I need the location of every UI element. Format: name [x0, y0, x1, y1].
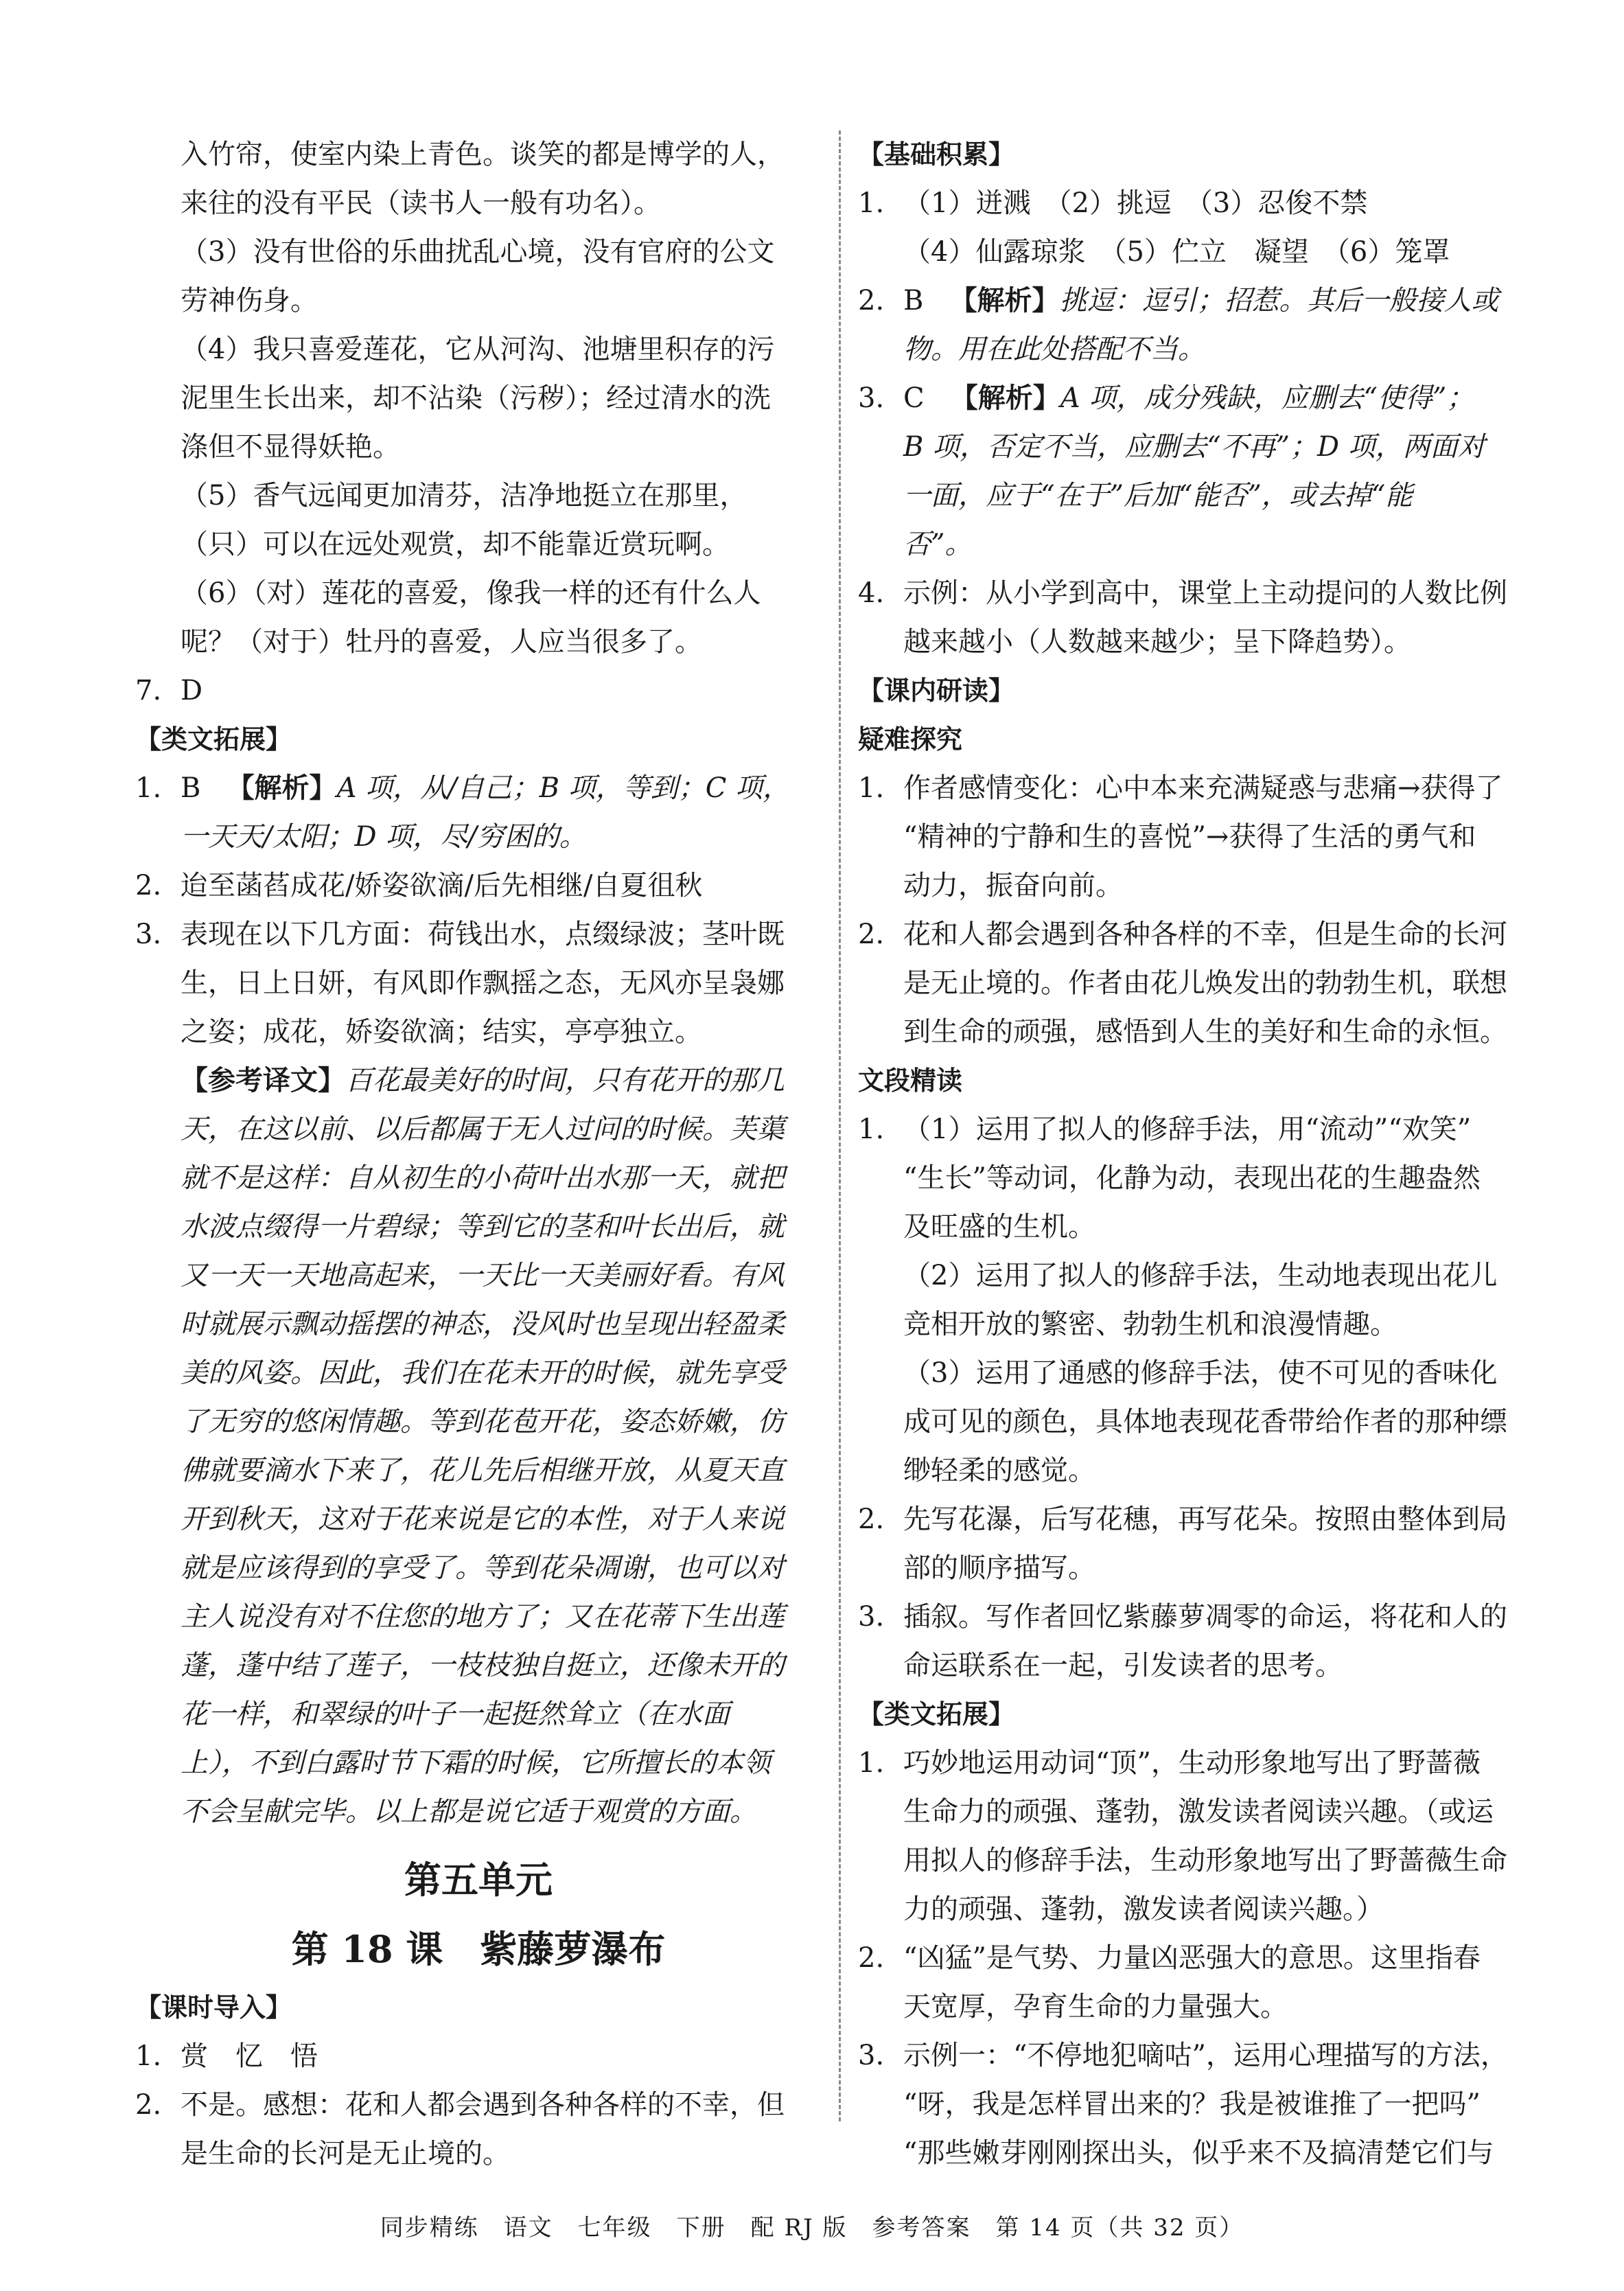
- unit-title: 第五单元: [404, 1858, 553, 1902]
- passage-question-3: [858, 1593, 1534, 1690]
- intro-question-1: [135, 2032, 822, 2081]
- text-line: 作者感情变化：心中本来充满疑惑与悲痛→获得了: [903, 772, 1503, 804]
- translation-line: 开到秋天，这对于花来说是它的本性，对于人来说: [181, 1504, 785, 1535]
- translation-line: 百花最美好的时间，只有花开的那几: [345, 1065, 785, 1096]
- basic-question-3: [858, 374, 1534, 569]
- text-line: 用拟人的修辞手法，生动形象地写出了野蔷薇生命: [903, 1845, 1507, 1876]
- text-line: 示例一：“不停地犯嘀咕”，运用心理描写的方法，: [903, 2040, 1508, 2071]
- text-line: （6）（对）莲花的喜爱，像我一样的还有什么人: [181, 577, 761, 609]
- text-line: 来往的没有平民（读书人一般有功名）。: [181, 187, 661, 219]
- translation-line: 美的风姿。因此，我们在花未开的时候，就先享受: [181, 1357, 785, 1389]
- page-footer: 同步精练 语文 七年级 下册 配 RJ 版 参考答案 第 14 页（共 32 页）: [380, 2214, 1244, 2242]
- question-number: 1.: [858, 1114, 885, 1145]
- text-line: 越来越小（人数越来越少；呈下降趋势）。: [903, 626, 1411, 658]
- passage-question-2: [858, 1495, 1534, 1593]
- basic-question-2: [858, 277, 1534, 374]
- text-line: 表现在以下几方面：荷钱出水，点缀绿波；茎叶既: [181, 919, 785, 950]
- text-line: （2）运用了拟人的修辞手法，生动地表现出花儿: [903, 1260, 1498, 1291]
- text-line: “那些嫩芽刚刚探出头，似乎来不及搞清楚它们与: [903, 2137, 1494, 2169]
- text-line: 巧妙地运用动词“顶”，生动形象地写出了野蔷薇: [903, 1747, 1481, 1779]
- analysis-text: 物。用在此处搭配不当。: [903, 334, 1205, 365]
- text-line: （1）迸溅 （2）挑逗 （3）忍俊不禁: [903, 187, 1368, 219]
- text-line: （1）运用了拟人的修辞手法，用“流动”“欢笑”: [903, 1114, 1472, 1145]
- translation-line: 上），不到白露时节下霜的时候，它所擅长的本领: [181, 1747, 771, 1779]
- text-line: 到生命的顽强，感悟到人生的美好和生命的永恒。: [903, 1016, 1507, 1048]
- text-line: 插叙。写作者回忆紫藤萝凋零的命运，将花和人的: [903, 1601, 1507, 1633]
- question-number: 2.: [858, 285, 885, 316]
- translation-line: 又一天一天地高起来，一天比一天美丽好看。有风: [181, 1260, 785, 1291]
- answer: D: [181, 675, 203, 706]
- text-line: “精神的宁静和生的喜悦”→获得了生活的勇气和: [903, 821, 1476, 853]
- extended-question-2: [858, 1934, 1534, 2031]
- extended-question-1: [135, 764, 822, 862]
- question-number: 2.: [858, 1942, 885, 1974]
- text-line: 劳神伤身。: [181, 285, 318, 316]
- text-line: （4）我只喜爱莲花，它从河沟、池塘里积存的污: [181, 334, 775, 365]
- translation-line: 不会呈献完毕。以上都是说它适于观赏的方面。: [181, 1796, 757, 1828]
- reference-translation-tag: 【参考译文】: [181, 1065, 345, 1096]
- section-heading: 【课时导入】: [135, 1992, 292, 2023]
- text-line: 是无止境的。作者由花儿焕发出的勃勃生机，联想: [903, 967, 1507, 999]
- text-line: 力的顽强、蓬勃，激发读者阅读兴趣。）: [903, 1893, 1384, 1925]
- translation-line: 水波点缀得一片碧绿；等到它的茎和叶长出后，就: [181, 1211, 785, 1243]
- translation-line: 就是应该得到的享受了。等到花朵凋谢，也可以对: [181, 1552, 785, 1584]
- intro-question-2: [135, 2081, 822, 2178]
- question-number: 4.: [858, 577, 885, 609]
- subsection-heading: 文段精读: [858, 1066, 963, 1096]
- question-number: 7.: [135, 675, 162, 706]
- question-number: 1.: [858, 1747, 885, 1779]
- text-line: 缈轻柔的感觉。: [903, 1455, 1095, 1486]
- translation-line: 花一样，和翠绿的叶子一起挺然耸立（在水面: [181, 1699, 730, 1730]
- left-column: [135, 130, 822, 2178]
- translation-line: 佛就要滴水下来了，花儿先后相继开放，从夏天直: [181, 1455, 785, 1486]
- text-line: 呢？（对于）牡丹的喜爱，人应当很多了。: [181, 626, 702, 658]
- analysis-tag: 【解析】: [950, 382, 1060, 414]
- extended-question-3: [135, 910, 822, 1837]
- text-line: 不是。感想：花和人都会遇到各种各样的不幸，但: [181, 2089, 785, 2121]
- inquiry-question-2: [858, 910, 1534, 1057]
- text-line: 先写花瀑，后写花穗，再写花朵。按照由整体到局: [903, 1504, 1507, 1535]
- analysis-text: A 项，从/自己；B 项，等到；C 项，: [336, 772, 791, 804]
- translation-line: 了无穷的悠闲情趣。等到花苞开花，姿态娇嫩，仿: [181, 1406, 785, 1438]
- analysis-text: 否”。: [903, 529, 973, 560]
- answer: B: [181, 772, 201, 804]
- translation-line: 蓬，蓬中结了莲子，一枝枝独自挺立，还像未开的: [181, 1650, 785, 1681]
- text-line: 生命力的顽强、蓬勃，激发读者阅读兴趣。（或运: [903, 1796, 1494, 1828]
- text-line: 及旺盛的生机。: [903, 1211, 1095, 1243]
- basic-question-1: [858, 179, 1534, 277]
- text-line: 花和人都会遇到各种各样的不幸，但是生命的长河: [903, 919, 1507, 950]
- question-number: 3.: [858, 2040, 885, 2071]
- analysis-tag: 【解析】: [949, 285, 1060, 316]
- text-line: 命运联系在一起，引发读者的思考。: [903, 1650, 1343, 1681]
- text-line: 动力，振奋向前。: [903, 870, 1123, 901]
- section-heading: 【课内研读】: [858, 676, 1015, 706]
- text-line: （5）香气远闻更加清芬，洁净地挺立在那里，: [181, 480, 747, 511]
- text-line: （只）可以在远处观赏，却不能靠近赏玩啊。: [181, 529, 730, 560]
- text-line: 涤但不显得妖艳。: [181, 431, 400, 463]
- extended-question-1: [858, 1739, 1534, 1934]
- translation-line: 就不是这样：自从初生的小荷叶出水那一天，就把: [181, 1162, 785, 1194]
- question-number: 2.: [858, 919, 885, 950]
- question-number: 1.: [858, 187, 885, 219]
- analysis-text: B 项，否定不当，应删去“不再”；D 项，两面对: [903, 431, 1485, 463]
- question-number: 2.: [135, 870, 162, 901]
- text-line: 入竹帘，使室内染上青色。谈笑的都是博学的人，: [181, 139, 785, 170]
- text-line: “凶猛”是气势、力量凶恶强大的意思。这里指春: [903, 1942, 1481, 1974]
- section-heading: 【类文拓展】: [135, 724, 292, 755]
- text-line: 泥里生长出来，却不沾染（污秽）；经过清水的洗: [181, 382, 771, 414]
- analysis-text: 一面，应于“在于”后加“能否”，或去掉“能: [903, 480, 1413, 511]
- text-line: （4）仙露琼浆 （5）伫立 凝望 （6）笼罩: [903, 236, 1450, 268]
- section-heading: 【类文拓展】: [858, 1699, 1015, 1729]
- column-divider: [839, 130, 842, 2121]
- text-line: 示例：从小学到高中，课堂上主动提问的人数比例: [903, 577, 1507, 609]
- section-heading: 【基础积累】: [858, 139, 1015, 170]
- extended-question-3: [858, 2031, 1534, 2178]
- text-line: （3）没有世俗的乐曲扰乱心境，没有官府的公文: [181, 236, 775, 268]
- subsection-heading: 疑难探究: [858, 724, 963, 755]
- answer: 赏 忆 悟: [181, 2040, 318, 2072]
- text-line: “生长”等动词，化静为动，表现出花的生趣盎然: [903, 1162, 1481, 1194]
- text-line: 天宽厚，孕育生命的力量强大。: [903, 1991, 1288, 2023]
- text-line: 成可见的颜色，具体地表现花香带给作者的那种缥: [903, 1406, 1507, 1438]
- text-line: 部的顺序描写。: [903, 1552, 1095, 1584]
- answer: B: [903, 285, 924, 316]
- text-line: 是生命的长河是无止境的。: [181, 2138, 510, 2169]
- translation-line: 时就展示飘动摇摆的神态，没风时也呈现出轻盈柔: [181, 1309, 785, 1340]
- question-number: 1.: [135, 2040, 162, 2072]
- translation-line: 主人说没有对不住您的地方了；又在花蒂下生出莲: [181, 1601, 785, 1633]
- answer: C: [903, 382, 925, 414]
- text-line: 之姿；成花，娇姿欲滴；结实，亭亭独立。: [181, 1016, 702, 1048]
- right-column: [858, 130, 1534, 2178]
- extended-question-2: [135, 862, 822, 910]
- question-number: 2.: [135, 2089, 162, 2121]
- text-line: 竞相开放的繁密、勃勃生机和浪漫情趣。: [903, 1309, 1397, 1340]
- question-number: 1.: [858, 772, 885, 804]
- question-number: 3.: [135, 919, 162, 950]
- question-number: 1.: [135, 772, 162, 804]
- analysis-text: 挑逗：逗引；招惹。其后一般接人或: [1059, 285, 1499, 316]
- question-number: 2.: [858, 1504, 885, 1535]
- lesson-title: 第 18 课 紫藤萝瀑布: [291, 1927, 666, 1971]
- question-number: 3.: [858, 1601, 885, 1633]
- inquiry-question-1: [858, 764, 1534, 910]
- translation-line: 天，在这以前、以后都属于无人过问的时候。芙蕖: [181, 1114, 785, 1145]
- question-number: 3.: [858, 382, 885, 414]
- analysis-tag: 【解析】: [227, 772, 337, 804]
- text-line: “呀，我是怎样冒出来的？我是被谁推了一把吗”: [903, 2088, 1481, 2120]
- analysis-text: 一天天/太阳；D 项，尽/穷困的。: [181, 821, 587, 853]
- text-line: 生，日上日妍，有风即作飘摇之态，无风亦呈袅娜: [181, 967, 785, 999]
- question-7: [135, 667, 822, 715]
- analysis-text: A 项，成分残缺，应删去“使得”；: [1060, 382, 1474, 414]
- passage-question-1: [858, 1105, 1534, 1495]
- basic-question-4: [858, 569, 1534, 667]
- answer: 迨至菡萏成花/娇姿欲滴/后先相继/自夏徂秋: [181, 870, 703, 901]
- text-line: （3）运用了通感的修辞手法，使不可见的香味化: [903, 1357, 1498, 1389]
